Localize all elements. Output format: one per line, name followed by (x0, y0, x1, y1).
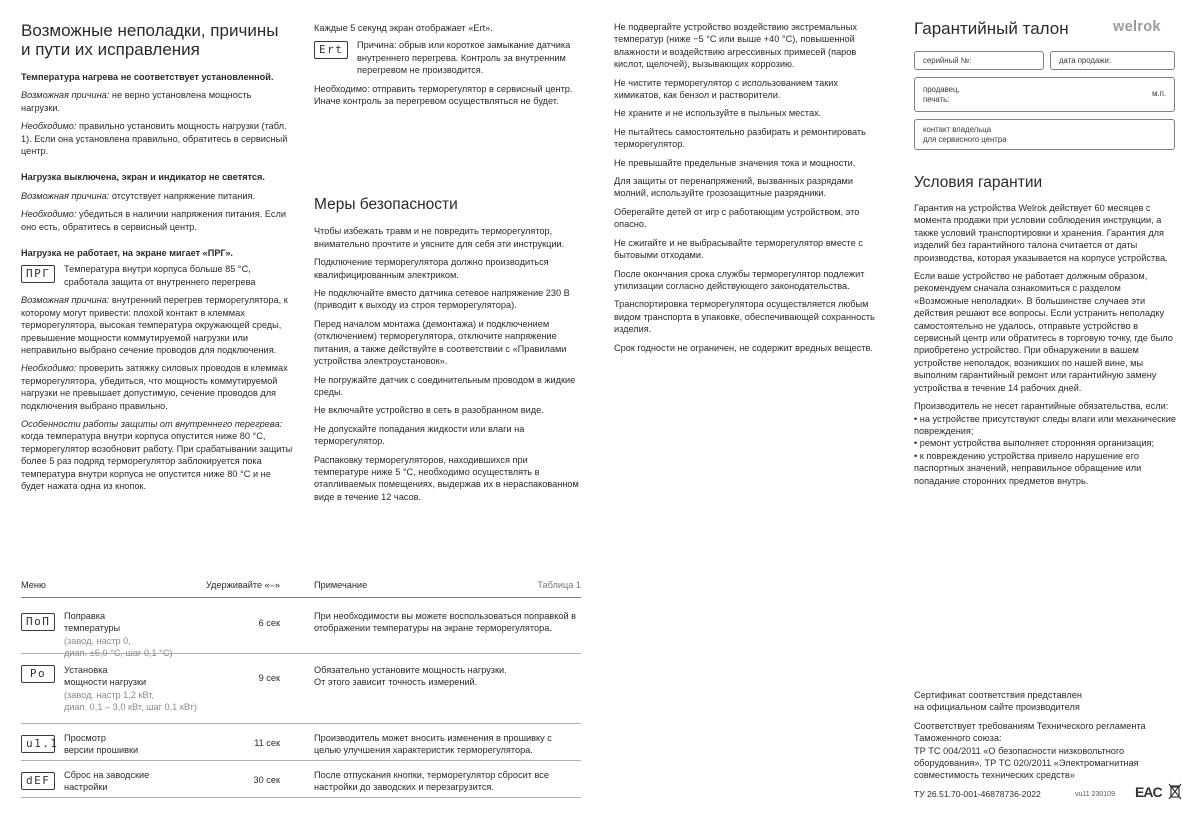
safety-item: Не погружайте датчик с соединительным проводом в жидкие среды. (314, 374, 576, 397)
safety-item: Оберегайте детей от игр с работающим устройством, это опасно. (614, 206, 860, 230)
safety-item: Не подвергайте устройство воздействию экстремальных температур (ниже −5 °С или выше +40 °С), повышенной влажности и воздействию агрессивных примесей (паров кислот, щелочей), вызывающих коррозию. (614, 22, 857, 70)
hold-time: 30 сек (253, 775, 280, 785)
tu-number: ТУ 26.51.70-001-46878736-2022 (914, 789, 1041, 799)
cert-text-2: Соответствует требованиям Технического регламента Таможенного союза: ТР ТС 004/2011 «О безопасности низковольтного оборудования», ТР ТС 020/2011 «Электромагнитная совместимость технических средств» (914, 720, 1146, 781)
safety-continued-column (614, 0, 880, 354)
issue1-cause: Возможная причина: не верно установлена мощность нагрузки. (21, 90, 252, 113)
safety-item: Для защиты от перенапряжений, вызванных разрядами молний, используйте грозозащитные разрядники. (614, 176, 854, 199)
prg-indicator-row (21, 263, 293, 288)
header-note: Примечание (314, 580, 368, 590)
safety-item: Не подключайте вместо датчика сетевое напряжение 230 В (приводит к выходу из строя терморегулятора). (314, 288, 570, 311)
safety-item: Подключение терморегулятора должно производиться квалифицированным электриком. (314, 257, 549, 280)
safety-item: Чтобы избежать травм и не повредить терморегулятор, внимательно прочтите и уясните для себя эти инструкции. (314, 226, 565, 249)
hold-time: 11 сек (254, 738, 280, 748)
menu-name: Установка мощности нагрузки (64, 665, 147, 688)
menu-display-icon: dEF (21, 772, 55, 790)
welrok-logo: welrok (1113, 19, 1161, 35)
ert-indicator-row (314, 39, 582, 76)
safety-item: Не пытайтесь самостоятельно разбирать и ремонтировать терморегулятор. (614, 126, 866, 150)
setting-range: (завод. настр 1,2 кВт, диап. 0,1 – 3,0 кВт, шаг 0,1 кВт) (64, 689, 197, 713)
owner-contact-label: контакт владельца для сервисного центра (923, 125, 1007, 144)
safety-item: Не чистите терморегулятор с использованием таких химикатов, как бензол и растворители. (614, 77, 838, 101)
issue3-need: Необходимо: проверить затяжку силовых проводов в клеммах терморегулятора, убедиться, что мощность коммутируемой нагрузки не превышает допустимую, сечение проводов для подключения выбрано правильно. (21, 363, 288, 411)
safety-column (314, 0, 582, 503)
seller-label: продавец, печать: (923, 85, 960, 104)
issue2-need: Необходимо: убедиться в наличии напряжения питания. Если оно есть, обратитесь в сервисный центр. (21, 209, 286, 232)
safety-item: После окончания срока службы терморегулятор подлежит утилизации согласно действующего законодательства. (614, 268, 865, 291)
safety-item: Срок годности не ограничен, не содержит вредных веществ. (614, 342, 873, 353)
warranty-term-3: Производитель не несет гарантийные обязательства, если: • на устройстве присутствуют следы влаги или механические повреждения; • ремонт устройства выполняет сторонняя организация; • к повреждению устройства привело нарушение его паспортных значений, неправильное обращение или попадание сторонних предметов внутрь. (914, 401, 1176, 486)
setting-range: (завод. настр 0, диап. ±5,0 °С, шаг 0,1 °С) (64, 635, 173, 659)
safety-item: Транспортировка терморегулятора осуществляется любым видом транспорта в упаковке, обеспечивающей сохранность изделия. (614, 299, 875, 335)
safety-list (314, 225, 582, 503)
ert-display-icon: Ert (314, 41, 348, 59)
serial-label: серийный №: (923, 56, 972, 65)
menu-table (21, 580, 581, 798)
table-row (21, 724, 581, 761)
hold-time: 9 сек (258, 673, 280, 683)
sale-date-label: дата продажи: (1059, 56, 1112, 65)
troubleshooting-column (21, 0, 293, 492)
issue3-heading: Нагрузка не работает, на экране мигает «ПРГ». (21, 248, 233, 259)
issue2-heading: Нагрузка выключена, экран и индикатор не светятся. (21, 172, 265, 183)
warranty-term-1: Гарантия на устройства Welrok действует 60 месяцев с момента продажи при условии соблюдения инструкции, а также условий транспортировки и хранения. Гарантия для изделий без гарантийного талона считается от даты производства, которая указывается на корпусе устройства. (914, 203, 1168, 263)
menu-note: Производитель может вносить изменения в прошивку с целью улучшения характеристик терморегулятора. (314, 733, 552, 756)
menu-display-icon: u1.1 (21, 735, 55, 753)
seller-stamp-field[interactable] (914, 77, 1175, 112)
menu-name: Поправка температуры (64, 611, 121, 634)
table-row (21, 654, 581, 724)
menu-name: Просмотр версии прошивки (64, 733, 139, 756)
crossed-bin-icon (1168, 783, 1182, 800)
header-table-number: Таблица 1 (537, 580, 581, 590)
ert-need: Необходимо: отправить терморегулятор в сервисный центр. Иначе контроль за перегревом осуществляться не будет. (314, 83, 573, 107)
header-hold: Удерживайте «–» (205, 580, 280, 590)
version-code: vu11 230109 (1075, 791, 1115, 798)
issue3-feature: Особенности работы защиты от внутреннего перегрева: когда температура внутри корпуса опустится ниже 80 °С, терморегулятор возобновит работу. При срабатывании защиты более 5 раз подряд терморегулятор заблокируется пока температура внутри корпуса не опустится ниже 80 °С и не будет нажата одна из кнопок. (21, 418, 293, 491)
safety-item: Не включайте устройство в сеть в разобранном виде. (314, 405, 544, 416)
sale-date-field[interactable] (1050, 51, 1175, 70)
cert-text-1: Сертификат соответствия представлен на официальном сайте производителя (914, 690, 1082, 713)
issue1-heading: Температура нагрева не соответствует установленной. (21, 72, 274, 82)
warranty-terms (914, 174, 1176, 487)
warranty-term-2: Если ваше устройство не работает должным образом, рекомендуем сначала ознакомиться с разделом «Возможные неполадки». В большинстве случаев эти действия решают все вопросы. Если устранить неполадку самостоятельно не удалось, отправьте устройство в сервисный центр или обратитесь в торговую точку, где было приобретено устройство. При обнаружении в вашем устройстве неполадок, возникших по нашей вине, мы выполним гарантийный ремонт или гарантийную замену устройства в течение 14 рабочих дней. (914, 271, 1173, 393)
eac-mark-icon: EAC (1135, 783, 1162, 800)
warranty-terms-title: Условия гарантии (914, 174, 1043, 191)
menu-name: Сброс на заводские настройки (64, 770, 150, 793)
safety-item: Не сжигайте и не выбрасывайте терморегулятор вместе с бытовыми отходами. (614, 237, 863, 261)
safety-title: Меры безопасности (314, 196, 458, 214)
table-row (21, 598, 581, 659)
safety-item: Не храните и не используйте в пыльных местах. (614, 108, 822, 119)
menu-note: После отпускания кнопки, терморегулятор сбросит все настройки до заводских и перезагрузится. (314, 770, 549, 793)
menu-display-icon: Ро (21, 665, 55, 683)
safety-item: Перед началом монтажа (демонтажа) и подключением (отключением) терморегулятора, отключите напряжение питания, а также действуйте в соответствии с «Правилами устройства электроустановок». (314, 318, 567, 367)
issue3-cause: Возможная причина: внутренний перегрев терморегулятора, к которому могут привести: плохой контакт в клеммах терморегулятора, высокая температура окружающей среды, превышение мощности коммутируемой нагрузки или неправильно выбрано сечение проводов для подключения. (21, 295, 288, 355)
issue2-cause: Возможная причина: отсутствует напряжение питания. (21, 190, 256, 201)
table-header (21, 580, 581, 598)
prg-description: Температура внутри корпуса больше 85 °С, сработала защита от внутреннего перегрева (64, 264, 256, 287)
safety-continued-list (614, 21, 880, 354)
safety-item: Распаковку терморегуляторов, находившихся при температуре ниже 5 °С, необходимо осуществлять в отапливаемых помещениях, выдержав их в нераспакованном виде в течение 12 часов. (314, 454, 579, 502)
menu-note: Обязательно установите мощность нагрузки. От этого зависит точность измерений. (314, 665, 507, 688)
serial-number-field[interactable] (914, 51, 1044, 70)
troubleshooting-title: Возможные неполадки, причины и пути их исправления (21, 21, 279, 59)
safety-item: Не превышайте предельные значения тока и мощности. (614, 157, 856, 168)
issue1-need: Необходимо: правильно установить мощность нагрузки (табл. 1). Если она установлена правильно, обратитесь в сервисный центр. (21, 121, 288, 157)
certification (914, 689, 1176, 782)
prg-display-icon: ПРГ (21, 265, 55, 283)
table-body (21, 598, 581, 798)
owner-contact-field[interactable] (914, 119, 1175, 150)
table-row (21, 761, 581, 798)
ert-intro: Каждые 5 секунд экран отображает «Ert». (314, 23, 493, 33)
menu-display-icon: ПоП (21, 613, 55, 631)
stamp-place-label: м.п. (1152, 89, 1166, 98)
cert-marks (1135, 783, 1182, 800)
ert-description: Причина: обрыв или короткое замыкание датчика внутреннего перегрева. Контроль за внутренним перегревом не производится. (357, 40, 571, 76)
hold-time: 6 сек (258, 618, 280, 628)
menu-note: При необходимости вы можете воспользоваться поправкой в отображении температуры на экране терморегулятора. (314, 611, 577, 634)
safety-item: Не допускайте попадания жидкости или влаги на терморегулятор. (314, 423, 525, 447)
warranty-title: Гарантийный талон (914, 19, 1069, 38)
header-menu: Меню (21, 580, 46, 590)
